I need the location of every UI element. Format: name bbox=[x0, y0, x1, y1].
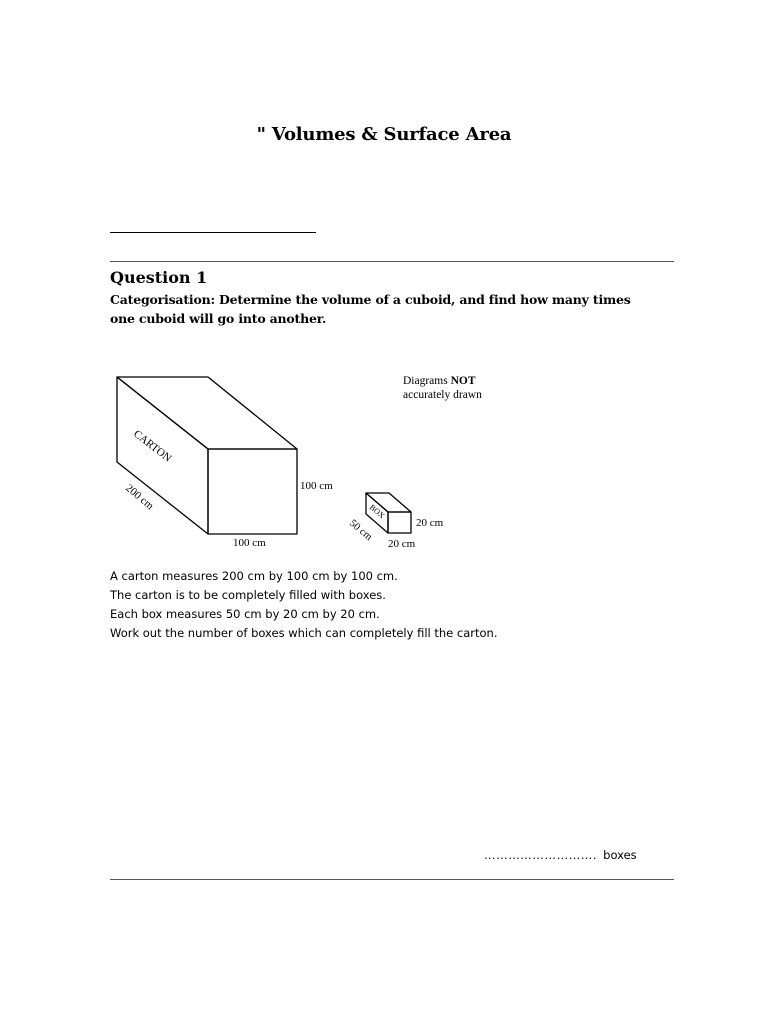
box-length-label: 50 cm bbox=[347, 517, 375, 543]
carton-height-label: 100 cm bbox=[300, 480, 333, 492]
carton-length-label: 200 cm bbox=[123, 482, 156, 513]
box-front-face bbox=[388, 512, 411, 533]
carton-label: CARTON bbox=[131, 427, 174, 465]
answer-dots[interactable]: ………………………. bbox=[484, 848, 598, 862]
question-body bbox=[110, 567, 670, 643]
question-heading: Question 1 bbox=[110, 268, 208, 287]
body-line: Each box measures 50 cm by 20 cm by 20 cm. bbox=[110, 607, 380, 621]
carton-front-face bbox=[208, 449, 297, 534]
body-line: Work out the number of boxes which can completely fill the carton. bbox=[110, 626, 498, 640]
answer-unit: boxes bbox=[603, 848, 637, 862]
box-width-label: 20 cm bbox=[388, 538, 416, 550]
answer-line[interactable] bbox=[484, 848, 637, 862]
diagram-note-line1: Diagrams NOT bbox=[403, 375, 476, 387]
body-line: The carton is to be completely filled with boxes. bbox=[110, 588, 386, 602]
section-divider-top bbox=[110, 261, 674, 262]
box-label: BOX bbox=[367, 502, 387, 521]
section-divider-bottom bbox=[110, 879, 674, 880]
page-title: " Volumes & Surface Area bbox=[256, 124, 512, 145]
categorisation-text: Categorisation: Determine the volume of a cuboid, and find how many times one cuboid will go into another. bbox=[110, 292, 631, 326]
body-line: A carton measures 200 cm by 100 cm by 100 cm. bbox=[110, 569, 398, 583]
name-underline bbox=[110, 232, 316, 233]
cuboid-diagram bbox=[100, 360, 520, 560]
box-height-label: 20 cm bbox=[416, 517, 444, 529]
diagram-note-line2: accurately drawn bbox=[403, 389, 482, 401]
carton-width-label: 100 cm bbox=[233, 537, 266, 549]
